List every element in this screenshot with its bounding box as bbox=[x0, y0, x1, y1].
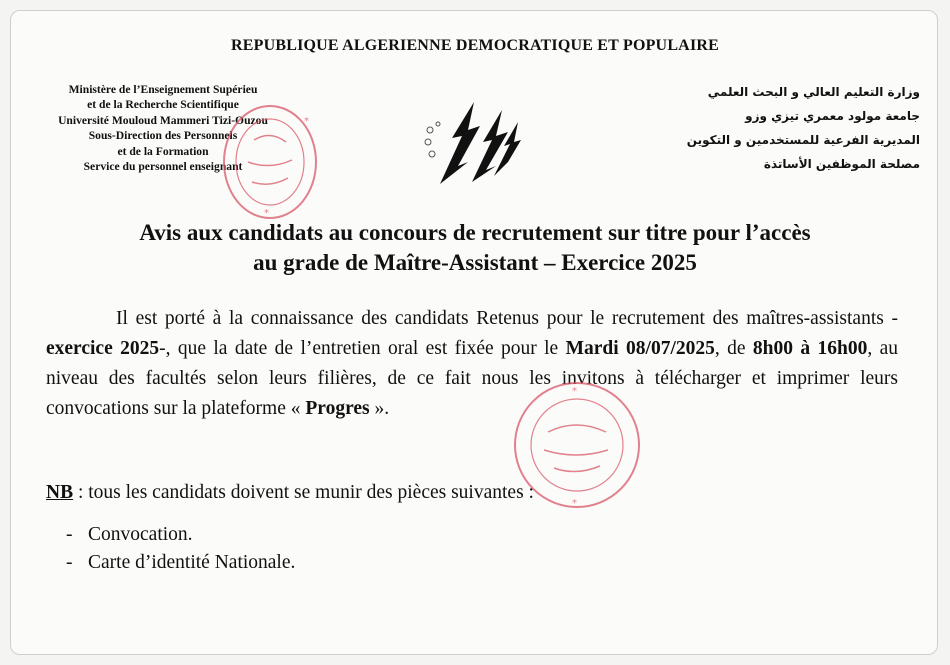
svg-text:*: * bbox=[304, 116, 309, 127]
subdirection-line: Sous-Direction des Personnels bbox=[88, 129, 238, 143]
nb-note bbox=[46, 479, 898, 507]
ministry-line: Ministère de l’Enseignement Supérieu bbox=[68, 83, 258, 96]
platform-name: Progres bbox=[305, 398, 370, 419]
university-line-arabic: جامعة مولود معمري تيزي وزو bbox=[745, 109, 920, 123]
paragraph-text-1: Il est porté à la connaissance des candidats Retenus pour le recrutement des maîtres-assistants - bbox=[116, 308, 898, 329]
svg-text:*: * bbox=[264, 208, 269, 219]
exercise-year: exercice 2025 bbox=[46, 338, 160, 359]
interview-date: Mardi 08/07/2025 bbox=[565, 338, 715, 359]
interview-hours: 8h00 à 16h00 bbox=[752, 338, 868, 359]
paragraph-text-4: , au niveau des facultés selon leurs filières, de ce fait nous les invitons à télécharger et imprimer leurs convocations sur la plateforme « bbox=[46, 338, 898, 419]
notice-title-line-2: au grade de Maître-Assistant – Exercice 2025 bbox=[253, 250, 697, 275]
notice-title bbox=[0, 218, 950, 278]
republic-heading: REPUBLIQUE ALGERIENNE DEMOCRATIQUE ET POPULAIRE bbox=[231, 37, 719, 54]
institution-block-french bbox=[38, 82, 288, 174]
university-logo bbox=[422, 96, 522, 188]
service-line: Service du personnel enseignant bbox=[83, 160, 243, 174]
notice-title-line-1: Avis aux candidats au concours de recrutement sur titre pour l’accès bbox=[139, 220, 811, 245]
nb-label: NB bbox=[46, 482, 74, 503]
paragraph-text-3: , de bbox=[714, 338, 753, 359]
service-line-arabic: مصلحة الموظفين الأساتذة bbox=[763, 157, 920, 171]
institution-block-arabic bbox=[670, 80, 920, 176]
ministry-line-arabic: وزارة التعليم العالي و البحث العلمي bbox=[707, 85, 920, 99]
university-line: Université Mouloud Mammeri Tizi-Ouzou bbox=[58, 113, 268, 127]
list-item: - Convocation. bbox=[66, 521, 295, 549]
subdirection-line-2: et de la Formation bbox=[117, 144, 209, 158]
paragraph-text-2: -, que la date de l’entretien oral est fixée pour le bbox=[159, 338, 566, 359]
nb-text: : tous les candidats doivent se munir des pièces suivantes : bbox=[73, 482, 534, 503]
svg-text:*: * bbox=[572, 386, 577, 397]
subdirection-line-arabic: المديرية الفرعية للمستخدمين و التكوين bbox=[686, 133, 920, 147]
notice-paragraph bbox=[46, 304, 898, 424]
required-documents-list bbox=[66, 521, 295, 577]
ministry-line-2: et de la Recherche Scientifique bbox=[87, 98, 239, 112]
list-item: - Carte d’identité Nationale. bbox=[66, 549, 295, 577]
paragraph-text-5: ». bbox=[369, 398, 390, 419]
svg-text:*: * bbox=[572, 498, 577, 509]
